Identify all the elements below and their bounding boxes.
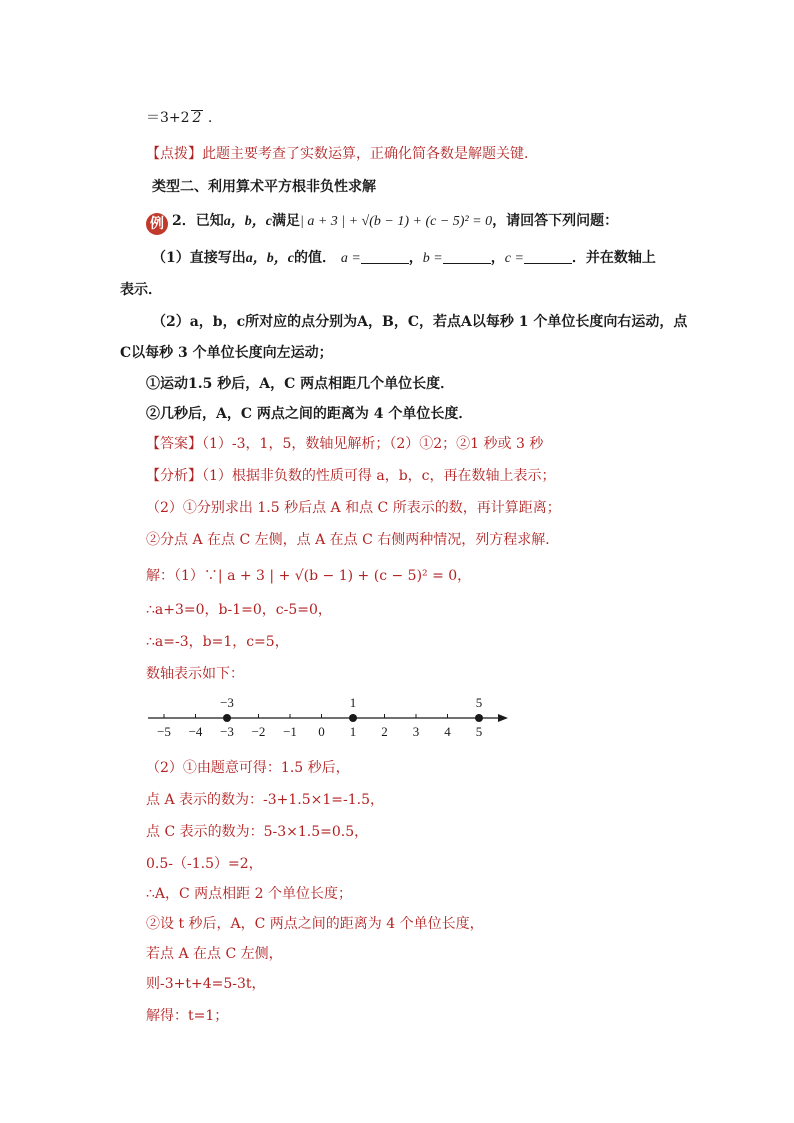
result-line — [146, 108, 212, 128]
answer-line — [146, 434, 543, 454]
number-line — [146, 690, 516, 750]
tick-label: −2 — [251, 724, 266, 739]
q1-sep1: ， — [408, 250, 423, 266]
tick-label: 2 — [381, 724, 388, 739]
q1-vars: a，b，c — [245, 251, 294, 266]
type2-heading: 类型二、利用算术平方根非负性求解 — [152, 179, 376, 195]
q2-line1: （2）a，b，c所对应的点分别为A，B，C，若点A以每秒 1 个单位长度向右运动，点 — [152, 314, 688, 330]
solution-3: ∴a=-3，b=1，c=5， — [146, 634, 289, 650]
solution-10: ②设 t 秒后，A，C 两点之间的距离为 4 个单位长度， — [146, 916, 484, 932]
hint-text: 此题主要考查了实数运算，正确化简各数是解题关键． — [202, 146, 538, 162]
solution-7: 点 C 表示的数为：5-3×1.5=0.5， — [146, 824, 369, 840]
q1-b-label: b = — [422, 251, 443, 266]
solution-1: 解：（1）∵| a + 3 | + √(b − 1) + (c − 5)² = 0， — [146, 568, 472, 584]
solution-5: （2）①由题意可得：1.5 秒后， — [146, 760, 350, 776]
analysis-text: （1）根据非负数的性质可得 a，b，c，再在数轴上表示； — [202, 468, 556, 484]
analysis-3: ②分点 A 在点 C 左侧，点 A 在点 C 右侧两种情况，列方程求解． — [146, 532, 560, 548]
tick-label: 1 — [349, 724, 357, 739]
q2-line2: C以每秒 3 个单位长度向左运动； — [120, 345, 333, 361]
solution-11: 若点 A 在点 C 左侧， — [146, 946, 283, 962]
example-end: ，请回答下列问题： — [492, 213, 619, 229]
q1-end: ．并在数轴上 — [571, 250, 656, 266]
example-cond: 满足 — [271, 213, 300, 229]
q2-2: ②几秒后，A，C 两点之间的距离为 4 个单位长度． — [146, 406, 473, 422]
tick-label: −1 — [283, 724, 297, 739]
q1-line — [152, 248, 656, 269]
analysis-2: （2）①分别求出 1.5 秒后点 A 和点 C 所表示的数，再计算距离； — [146, 500, 561, 516]
point-marker — [223, 714, 231, 722]
q1-text-b: 的值． — [293, 250, 336, 266]
tick-label: −4 — [188, 724, 203, 739]
analysis-tag: 【分析】 — [146, 468, 202, 484]
example-vars: a，b，c — [223, 214, 272, 229]
solution-4: 数轴表示如下： — [146, 666, 244, 682]
sqrt-2: 2 — [192, 110, 202, 126]
tick-label: −5 — [157, 724, 171, 739]
answer-text: （1）-3，1，5，数轴见解析；（2）①2；②1 秒或 3 秒 — [202, 436, 544, 452]
q1-sep2: ， — [490, 250, 505, 266]
point-marker — [475, 714, 483, 722]
example-badge: 例 — [146, 213, 168, 235]
example-intro: 2．已知 — [172, 213, 224, 229]
point-label: −3 — [220, 695, 234, 710]
solution-12: 则-3+t+4=5-3t， — [146, 976, 266, 992]
tick-label: 0 — [318, 724, 325, 739]
example-formula: | a + 3 | + √(b − 1) + (c − 5)² = 0 — [299, 214, 493, 229]
example-line — [146, 211, 618, 235]
tick-label: 4 — [444, 724, 451, 739]
solution-8: 0.5-（-1.5）=2， — [146, 856, 263, 872]
tick-label: −3 — [220, 724, 234, 739]
hint-line — [146, 144, 538, 164]
hint-tag: 【点拨】 — [146, 146, 202, 162]
solution-2: ∴a+3=0，b-1=0，c-5=0， — [146, 602, 332, 618]
answer-tag: 【答案】 — [146, 436, 202, 452]
tick-label: 3 — [412, 724, 420, 739]
q1-a-blank[interactable] — [361, 249, 409, 264]
point-label: 5 — [475, 695, 483, 710]
q1-text: （1）直接写出 — [152, 250, 246, 266]
q2-1: ①运动1.5 秒后，A，C 两点相距几个单位长度． — [146, 376, 455, 392]
result-text: ＝3+2 — [146, 110, 190, 126]
point-label: 1 — [349, 695, 357, 710]
solution-6: 点 A 表示的数为：-3+1.5×1=-1.5， — [146, 792, 385, 808]
result-end: . — [207, 110, 213, 126]
q1-c-label: c = — [504, 251, 524, 266]
solution-9: ∴A，C 两点相距 2 个单位长度； — [146, 886, 352, 902]
q1-b-blank[interactable] — [443, 249, 491, 264]
tick-label: 5 — [475, 724, 483, 739]
solution-13: 解得：t=1； — [146, 1008, 229, 1024]
q1-line2: 表示． — [120, 282, 162, 298]
q1-c-blank[interactable] — [524, 249, 572, 264]
q1-a-label: a = — [340, 251, 361, 266]
point-marker — [349, 714, 357, 722]
number-line-arrow — [498, 714, 508, 722]
analysis-line — [146, 466, 556, 486]
